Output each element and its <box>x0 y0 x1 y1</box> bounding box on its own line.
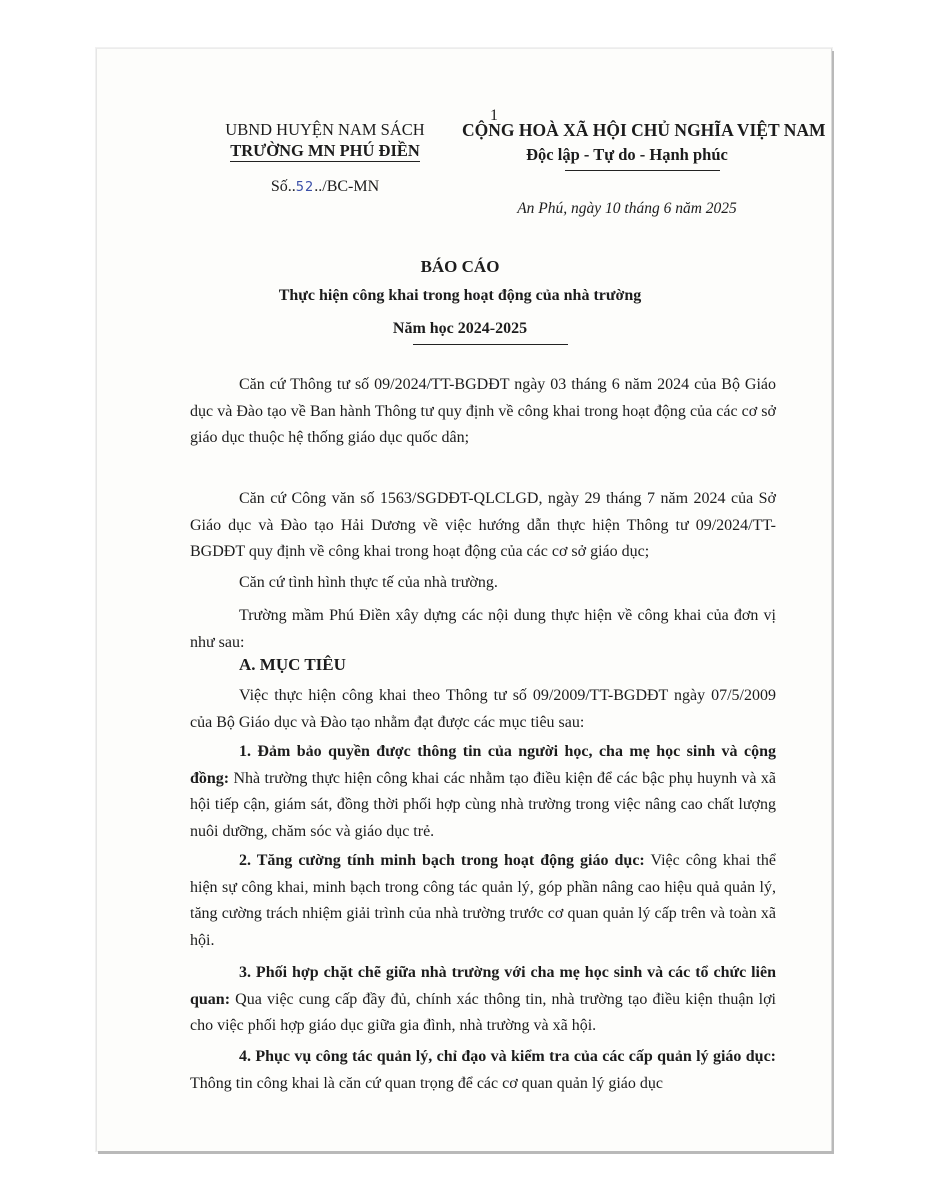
objective-item-3-lead: 3. Phối hợp chặt chẽ giữa nhà trường với cha mẹ học sinh và các tổ chức liên quan: <box>190 964 776 1008</box>
section-heading-a: A. MỤC TIÊU <box>239 655 346 674</box>
report-subtitle: Thực hiện công khai trong hoạt động của nhà trường <box>278 287 642 304</box>
objective-item-2-lead: 2. Tăng cường tính minh bạch trong hoạt động giáo dục: <box>239 852 645 869</box>
document-number <box>190 178 460 196</box>
objective-item-2 <box>190 848 776 954</box>
objective-item-1-lead: 1. Đảm bảo quyền được thông tin của người học, cha mẹ học sinh và cộng đồng: <box>190 743 776 787</box>
paragraph-legal-basis-1: Căn cứ Thông tư số 09/2024/TT-BGDĐT ngày 03 tháng 6 năm 2024 của Bộ Giáo dục và Đào tạo về Ban hành Thông tư quy định về công khai trong hoạt động của các cơ sở giáo dục thuộc hệ thống giáo dục quốc dân; <box>190 376 776 446</box>
objective-item-3 <box>190 960 776 1040</box>
objective-item-4-text: Thông tin công khai là căn cứ quan trọng để các cơ quan quản lý giáo dục <box>190 1074 663 1092</box>
paragraph-legal-basis-2: Căn cứ Công văn số 1563/SGDĐT-QLCLGD, ngày 29 tháng 7 năm 2024 của Sở Giáo dục và Đào tạo Hải Dương về việc hướng dẫn thực hiện Thông tư 09/2024/TT-BGDĐT quy định về công khai trong hoạt động của các cơ sở giáo dục; <box>190 490 776 560</box>
national-motto: Độc lập - Tự do - Hạnh phúc <box>526 145 728 164</box>
objective-item-1-text: Nhà trường thực hiện công khai các nhằm tạo điều kiện để các bậc phụ huynh và xã hội tiếp cận, giám sát, đồng thời phối hợp cùng nhà trường trong việc nâng cao chất lượng nuôi dưỡng, chăm sóc và giáo dục trẻ. <box>190 769 776 840</box>
objective-item-4 <box>190 1044 776 1097</box>
document-date: An Phú, ngày 10 tháng 6 năm 2025 <box>517 200 737 217</box>
paragraph-legal-basis-3: Căn cứ tình hình thực tế của nhà trường. <box>239 574 498 591</box>
school-name: TRƯỜNG MN PHÚ ĐIỀN <box>230 141 420 160</box>
paragraph-objectives-intro: Việc thực hiện công khai theo Thông tư số 09/2009/TT-BGDĐT ngày 07/5/2009 của Bộ Giáo dục và Đào tạo nhằm đạt được các mục tiêu sau: <box>190 687 776 731</box>
objective-item-4-lead: 4. Phục vụ công tác quản lý, chỉ đạo và kiểm tra của các cấp quản lý giáo dục: <box>239 1048 776 1065</box>
objective-item-3-text: Qua việc cung cấp đầy đủ, chính xác thông tin, nhà trường tạo điều kiện thuận lợi cho việc phối hợp giáo dục giữa gia đình, nhà trường và xã hội. <box>190 990 776 1034</box>
motto-underline <box>565 170 720 171</box>
objective-item-1 <box>190 739 776 845</box>
document-number-prefix: Số.. <box>270 178 296 195</box>
paragraph-intro: Trường mầm Phú Điền xây dựng các nội dung thực hiện về công khai của đơn vị như sau: <box>190 607 776 651</box>
national-title: CỘNG HOÀ XÃ HỘI CHỦ NGHĨA VIỆT NAM <box>462 120 826 140</box>
title-underline <box>413 344 568 345</box>
document-number-suffix: ../BC-MN <box>314 178 380 195</box>
district-committee-name: UBND HUYỆN NAM SÁCH <box>225 120 425 139</box>
page-number: 1 <box>490 107 498 124</box>
objective-item-2-text: Việc công khai thể hiện sự công khai, minh bạch trong công tác quản lý, góp phần nâng cao hiệu quả quản lý, tăng cường trách nhiệm giải trình của nhà trường trước cơ quan quản lý cấp trên và toàn xã hội. <box>190 852 776 949</box>
school-year: Năm học 2024-2025 <box>392 320 528 337</box>
report-title: BÁO CÁO <box>420 257 500 276</box>
handwritten-number: 52 <box>295 180 315 195</box>
